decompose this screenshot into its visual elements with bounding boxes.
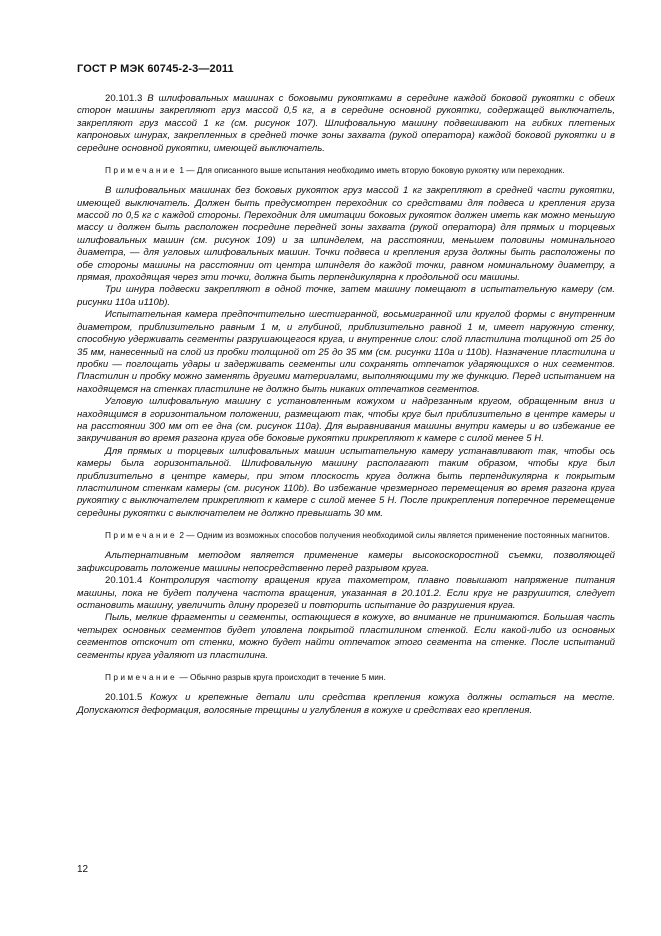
- paragraph-fragments: Пыль, мелкие фрагменты и сегменты, остающиеся в кожухе, во внимание не принимаются. Большая часть четырех основных сегментов будет уловлена покрытой пластилином стенкой. Если какой-либо из основных сегментов отскочит от стенки, можно будет найти отпечаток этого сегмента на стенке. После испытаний сегменты круга удаляют из пластилина.: [77, 612, 615, 661]
- paragraph-straight-grinder-placement: Для прямых и торцевых шлифовальных машин испытательную камеру устанавливают так, чтобы ось камеры была горизонтальной. Шлифовальную машину располагают таким образом, чтобы круг был приблизительно в центре камеры, при этом плоскость круга должна быть перпендикулярна к покрытым пластилином стенкам камеры (см. рисунок 110b). Во избежание чрезмерного перемещения во время разгона круга рукоятку с выключателем прикрепляют к камере с силой менее 5 Н. После прикрепления поперечное перемещение середины рукоятки с выключателем не должно превышать 30 мм.: [77, 445, 615, 519]
- clause-number: 20.101.4: [105, 575, 143, 587]
- clause-20-101-4: [77, 575, 615, 612]
- page-number: 12: [77, 864, 89, 875]
- paragraph-angle-grinder-placement: Угловую шлифовальную машину с установленным кожухом и надрезанным кругом, обращенным вниз и находящимся в горизонтальном положении, размещают так, чтобы круг был приблизительно в центре камеры и на расстоянии 300 мм от ее дна (см. рисунок 110a). Для выравнивания машины внутри камеры и во избежание ее закручивания во время разгона круга обе боковые рукоятки прикрепляют к камере с силой менее 5 Н.: [77, 396, 615, 445]
- note-text: 2 — Одним из возможных способов получения необходимой силы является применение постоянных магнитов.: [179, 530, 610, 541]
- document-body: [77, 93, 615, 717]
- clause-text: Контролируя частоту вращения круга тахометром, плавно повышают напряжение питания машины, пока не будет получена частота вращения, указанная в 20.101.2. Если круг не разрушится, следует остановить машину, увеличить длину прорезей и повторить испытание до разрушения круга.: [77, 575, 615, 612]
- note-text: 1 — Для описанного выше испытания необходимо иметь вторую боковую рукоятку или переходник.: [179, 165, 565, 176]
- note-label: Примечание: [105, 672, 178, 683]
- clause-number: 20.101.5: [105, 692, 143, 704]
- note-text: — Обычно разрыв круга происходит в течение 5 мин.: [179, 672, 386, 683]
- paragraph-suspension-cords: Три шнура подвески закрепляют в одной точке, затем машину помещают в испытательную камеру (см. рисунки 110a и110b).: [77, 284, 615, 308]
- clause-20-101-3: [77, 93, 615, 155]
- note-1: [77, 164, 615, 176]
- clause-number: 20.101.3: [105, 93, 143, 104]
- paragraph-test-chamber: Испытательная камера предпочтительно шестигранной, восьмигранной или круглой формы с внутренним диаметром, приблизительно равным 1 м, и глубиной, приблизительно равной 1 м, имеет наружную стенку, способную удерживать сегменты разрушающегося круга, и внутренние слои: слой пластилина толщиной от 25 до 35 мм, нанесенный на слой из пробки толщиной от 25 до 35 мм (см. рисунки 110a и 110b). Назначение пластилина и пробки — поглощать удары и задерживать сегменты или сохранять отпечаток ударяющихся о них сегментов. Пластилин и пробку можно заменять другими материалами, выполняющими ту же функцию. Перед испытанием на находящемся на стенках пластилине не должно быть никаких отпечатков сегментов.: [77, 309, 615, 395]
- note-label: Примечание: [105, 165, 178, 176]
- note-label: Примечание: [105, 530, 178, 541]
- paragraph-no-side-handles: В шлифовальных машинах без боковых рукояток груз массой 1 кг закрепляют в средней части рукоятки, имеющей выключатель. Должен быть предусмотрен переходник со средствами для подвеса и крепления груза массой по 0,5 кг с каждой стороны. Переходник для имитации боковых рукояток должен иметь как можно меньшую массу и должен быть расположен посредине передней зоны захвата (рукой оператора) для прямых и торцевых шлифовальных машин (см. рисунок 109) и за шпинделем, на расстоянии, меньшем половины номинального диаметра, — для угловых шлифовальных машин. Точки подвеса и крепления груза должны быть расположены по обе стороны машины на расстоянии от центра шпинделя до каждой точки, равном номинальному диаметру, а прямая, проходящая через эти точки, должна быть перпендикулярна к продольной оси машины.: [77, 185, 615, 284]
- clause-text: В шлифовальных машинах с боковыми рукоятками в середине каждой боковой рукоятки с обеих сторон машины закрепляют груз массой 0,5 кг, а в середине основной рукоятки, содержащей выключатель, закрепляют груз массой 1 кг (см. рисунок 107). Шлифовальную машину подвешивают на гибких плетеных капроновых шнурах, закрепленных в средней точке зоны захвата (рукой оператора) каждой боковой рукоятки и в середине основной рукоятки, имеющей выключатель.: [77, 93, 615, 154]
- note-2: [77, 529, 615, 541]
- paragraph-alternative-method: Альтернативным методом является применение камеры высокоскоростной съемки, позволяющей зафиксировать положение машины непосредственно перед разрывом круга.: [77, 550, 615, 574]
- clause-text: Кожух и крепежные детали или средства крепления кожуха должны остаться на месте. Допускаются деформация, волосяные трещины и углубления в кожухе и средствах его крепления.: [77, 692, 615, 716]
- document-header: ГОСТ Р МЭК 60745-2-3—2011: [77, 63, 234, 75]
- note-3: [77, 671, 615, 683]
- clause-20-101-5: [77, 692, 615, 717]
